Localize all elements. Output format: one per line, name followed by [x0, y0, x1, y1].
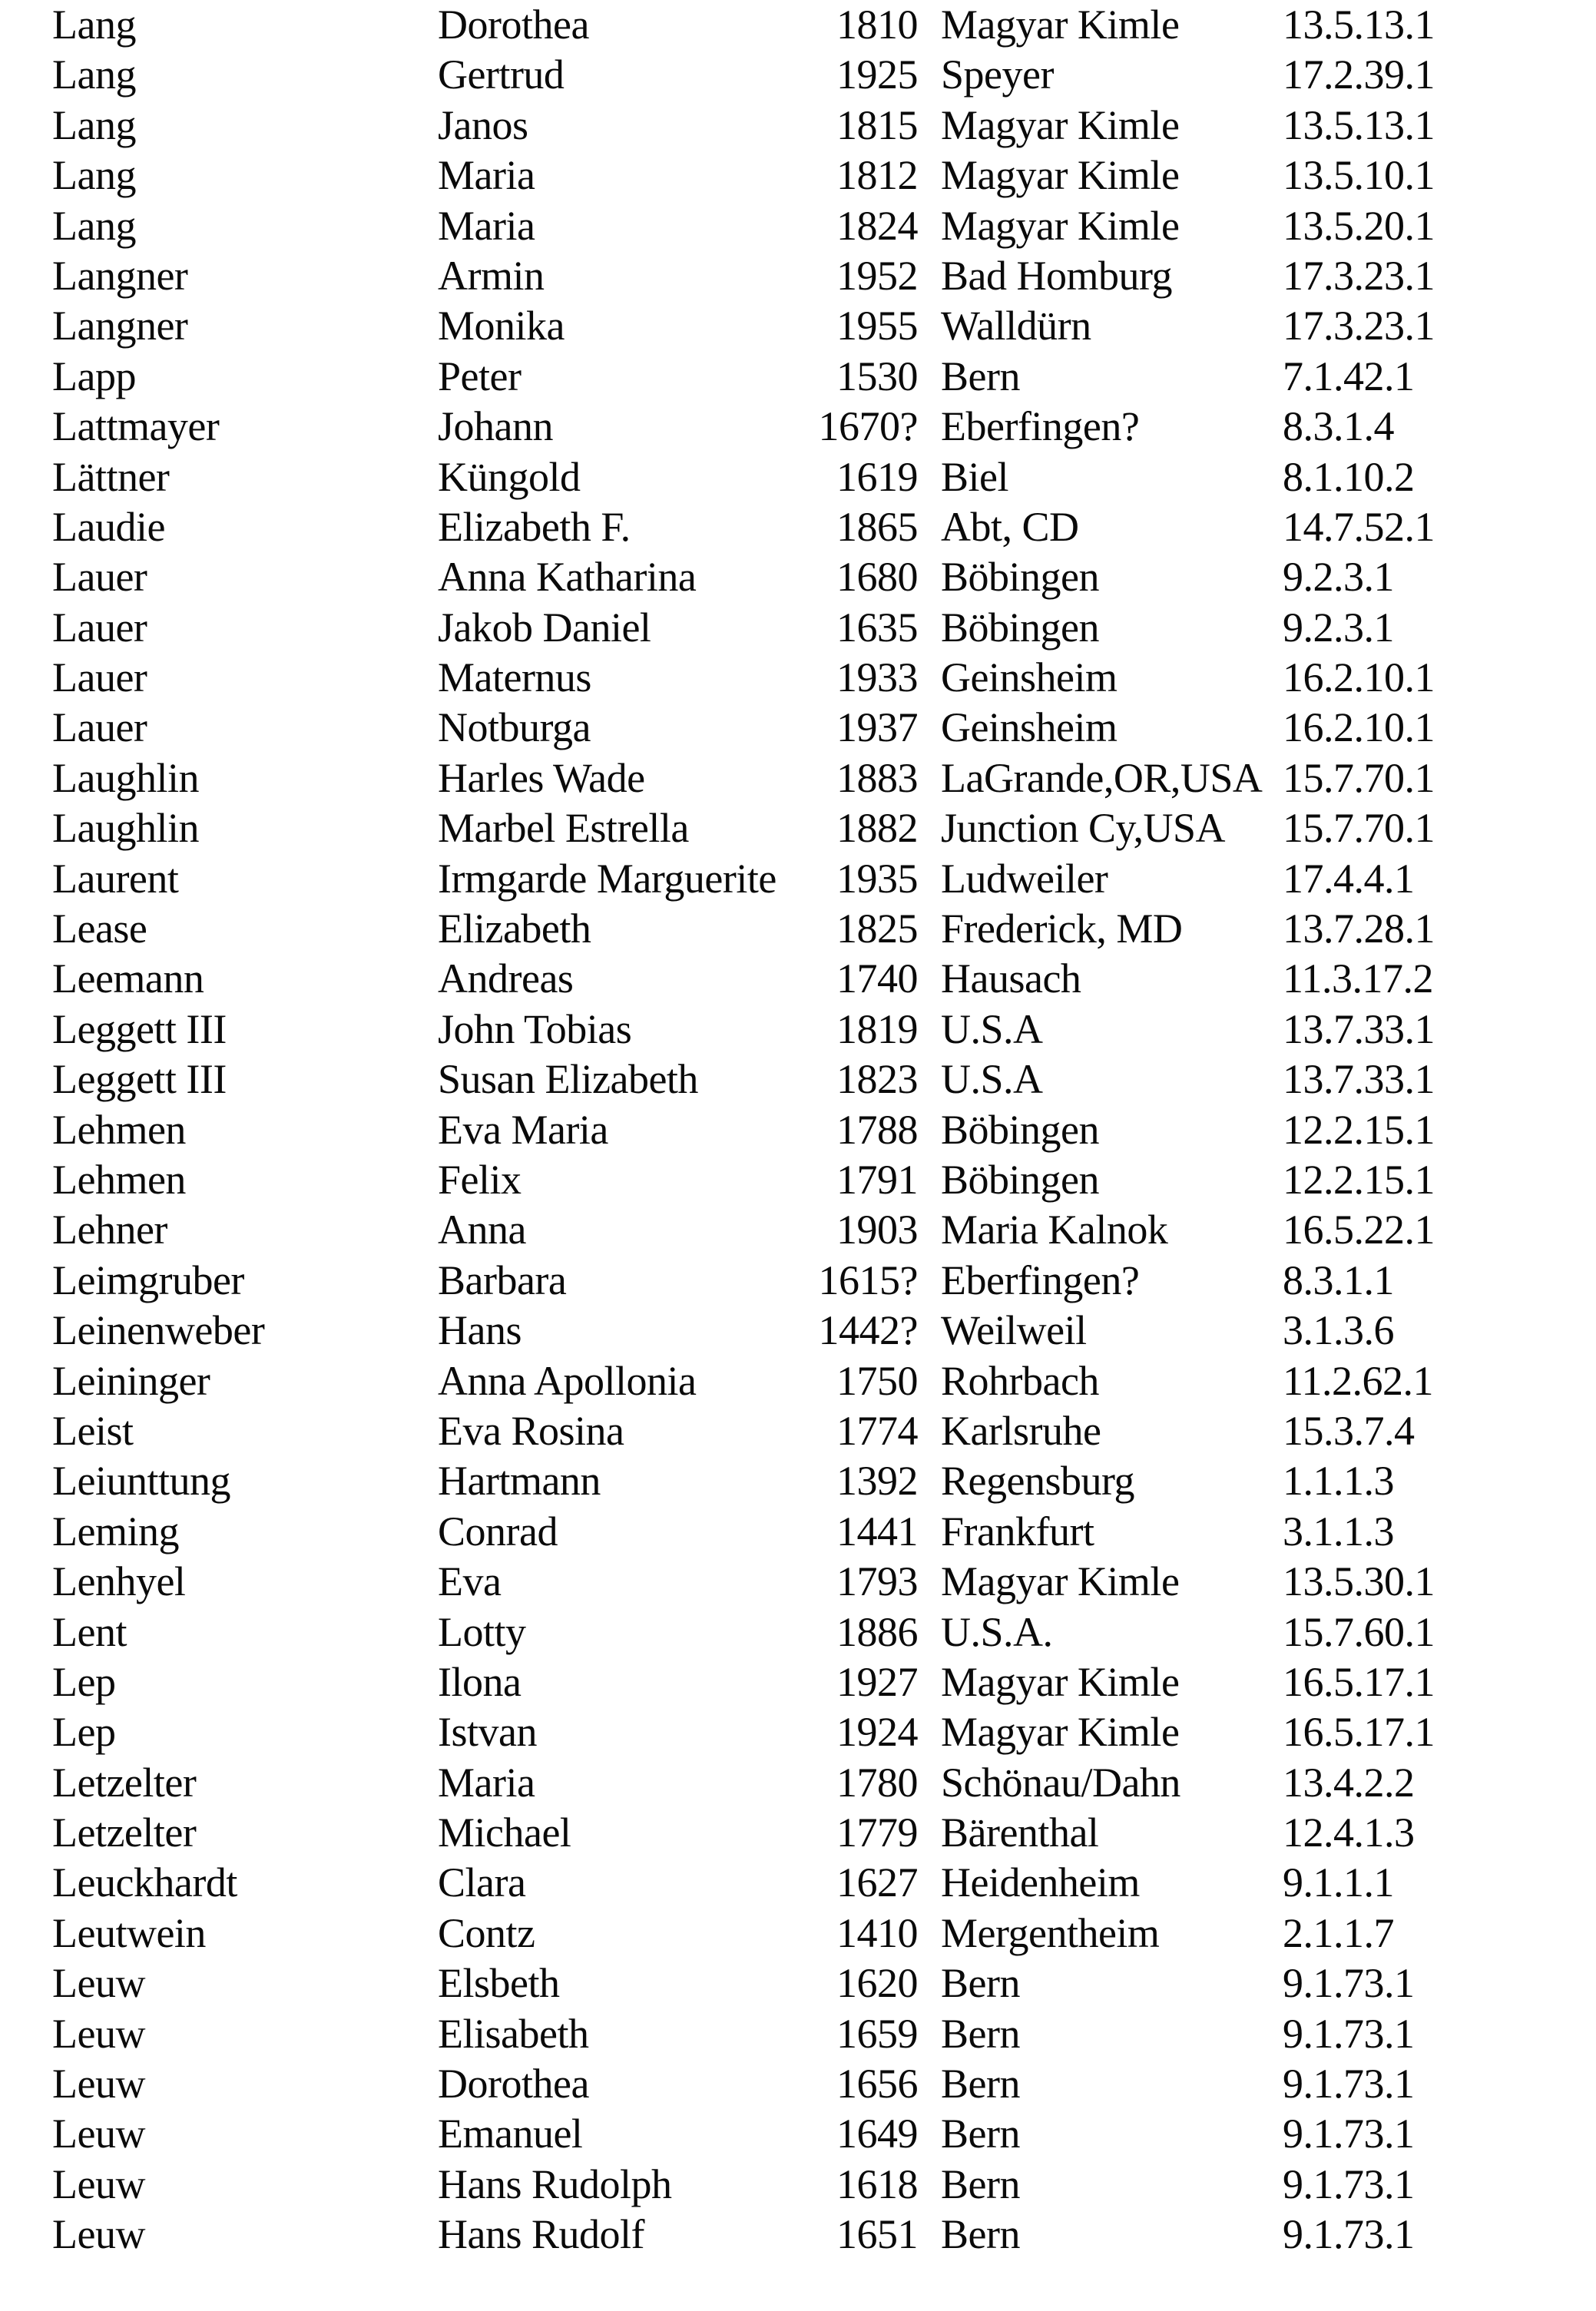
place-cell: Mergentheim — [941, 1909, 1160, 1956]
table-row — [0, 1406, 1596, 1456]
reference-number-cell: 15.3.7.4 — [1283, 1407, 1415, 1454]
surname-cell: Lang — [52, 202, 136, 249]
surname-cell: Lang — [52, 51, 136, 98]
place-cell: Böbingen — [941, 554, 1099, 601]
surname-cell: Lapp — [52, 353, 136, 399]
table-row — [0, 1808, 1596, 1858]
table-row — [0, 2210, 1596, 2260]
reference-number-cell: 16.2.10.1 — [1283, 704, 1435, 751]
table-row — [0, 251, 1596, 301]
given-name-cell: Notburga — [438, 704, 591, 751]
surname-cell: Lent — [52, 1608, 127, 1655]
surname-cell: Leuw — [52, 2061, 145, 2107]
given-name-cell: Armin — [438, 252, 545, 299]
year-cell: 1955 — [836, 303, 918, 349]
surname-cell: Leutwein — [52, 1909, 206, 1956]
year-cell: 1882 — [836, 805, 918, 852]
reference-number-cell: 3.1.3.6 — [1283, 1307, 1394, 1354]
year-cell: 1750 — [836, 1357, 918, 1404]
given-name-cell: Hans Rudolph — [438, 2160, 672, 2207]
reference-number-cell: 8.3.1.4 — [1283, 403, 1394, 450]
surname-cell: Leiunttung — [52, 1458, 230, 1505]
table-row — [0, 603, 1596, 653]
table-row — [0, 301, 1596, 351]
given-name-cell: Dorothea — [438, 2, 589, 48]
given-name-cell: Elizabeth F. — [438, 503, 631, 550]
table-row — [0, 753, 1596, 803]
reference-number-cell: 12.2.15.1 — [1283, 1156, 1435, 1203]
surname-cell: Leggett III — [52, 1005, 227, 1052]
reference-number-cell: 13.5.10.1 — [1283, 152, 1435, 199]
given-name-cell: Maria — [438, 1759, 535, 1806]
year-cell: 1810 — [836, 2, 918, 48]
place-cell: Bad Homburg — [941, 252, 1172, 299]
table-row — [0, 452, 1596, 502]
place-cell: Böbingen — [941, 604, 1099, 651]
surname-cell: Lauer — [52, 654, 147, 701]
reference-number-cell: 9.1.73.1 — [1283, 1960, 1415, 2007]
place-cell: Bern — [941, 2211, 1020, 2258]
reference-number-cell: 13.5.13.1 — [1283, 2, 1435, 48]
place-cell: Weilweil — [941, 1307, 1087, 1354]
reference-number-cell: 12.2.15.1 — [1283, 1106, 1435, 1153]
year-cell: 1410 — [836, 1909, 918, 1956]
surname-cell: Lang — [52, 2, 136, 48]
reference-number-cell: 17.3.23.1 — [1283, 252, 1435, 299]
year-cell: 1780 — [836, 1759, 918, 1806]
table-row — [0, 402, 1596, 452]
table-row — [0, 1055, 1596, 1104]
table-row — [0, 151, 1596, 200]
given-name-cell: Eva Rosina — [438, 1407, 624, 1454]
year-cell: 1392 — [836, 1458, 918, 1505]
surname-cell: Leming — [52, 1508, 179, 1554]
place-cell: U.S.A — [941, 1056, 1043, 1103]
given-name-cell: John Tobias — [438, 1005, 632, 1052]
surname-cell: Leemann — [52, 955, 204, 1002]
given-name-cell: Clara — [438, 1859, 526, 1906]
table-row — [0, 1557, 1596, 1607]
place-cell: Regensburg — [941, 1458, 1134, 1505]
place-cell: Magyar Kimle — [941, 101, 1180, 148]
given-name-cell: Eva Maria — [438, 1106, 608, 1153]
year-cell: 1620 — [836, 1960, 918, 2007]
place-cell: Heidenheim — [941, 1859, 1140, 1906]
year-cell: 1812 — [836, 152, 918, 199]
place-cell: Rohrbach — [941, 1357, 1099, 1404]
place-cell: Ludweiler — [941, 855, 1108, 902]
table-row — [0, 2009, 1596, 2059]
given-name-cell: Emanuel — [438, 2111, 583, 2157]
place-cell: Bärenthal — [941, 1809, 1099, 1856]
year-cell: 1933 — [836, 654, 918, 701]
surname-cell: Leist — [52, 1407, 134, 1454]
given-name-cell: Barbara — [438, 1256, 567, 1303]
table-row — [0, 1005, 1596, 1055]
given-name-cell: Eva — [438, 1558, 502, 1605]
reference-number-cell: 13.7.28.1 — [1283, 906, 1435, 952]
year-cell: 1442? — [818, 1307, 918, 1354]
reference-number-cell: 15.7.70.1 — [1283, 754, 1435, 801]
given-name-cell: Irmgarde Marguerite — [438, 855, 776, 902]
year-cell: 1656 — [836, 2061, 918, 2107]
place-cell: Biel — [941, 453, 1008, 500]
place-cell: Magyar Kimle — [941, 152, 1180, 199]
year-cell: 1779 — [836, 1809, 918, 1856]
table-row — [0, 502, 1596, 552]
place-cell: U.S.A — [941, 1005, 1043, 1052]
year-cell: 1823 — [836, 1056, 918, 1103]
reference-number-cell: 9.1.73.1 — [1283, 2061, 1415, 2107]
given-name-cell: Susan Elizabeth — [438, 1056, 698, 1103]
table-row — [0, 1657, 1596, 1707]
place-cell: Bern — [941, 2010, 1020, 2057]
table-row — [0, 0, 1596, 50]
year-cell: 1819 — [836, 1005, 918, 1052]
place-cell: Junction Cy,USA — [941, 805, 1226, 852]
place-cell: Magyar Kimle — [941, 1658, 1180, 1705]
given-name-cell: Maria — [438, 152, 535, 199]
surname-cell: Lang — [52, 101, 136, 148]
surname-cell: Langner — [52, 252, 188, 299]
reference-number-cell: 17.3.23.1 — [1283, 303, 1435, 349]
surname-cell: Letzelter — [52, 1759, 197, 1806]
given-name-cell: Conrad — [438, 1508, 558, 1554]
table-row — [0, 1758, 1596, 1808]
surname-cell: Lauer — [52, 604, 147, 651]
table-row — [0, 1256, 1596, 1306]
year-cell: 1824 — [836, 202, 918, 249]
surname-cell: Leuw — [52, 2111, 145, 2157]
surname-cell: Leinenweber — [52, 1307, 265, 1354]
surname-cell: Laughlin — [52, 754, 199, 801]
table-row — [0, 904, 1596, 954]
place-cell: Karlsruhe — [941, 1407, 1101, 1454]
given-name-cell: Elsbeth — [438, 1960, 560, 2007]
given-name-cell: Maria — [438, 202, 535, 249]
given-name-cell: Istvan — [438, 1709, 537, 1756]
reference-number-cell: 13.7.33.1 — [1283, 1056, 1435, 1103]
reference-number-cell: 13.7.33.1 — [1283, 1005, 1435, 1052]
place-cell: Frederick, MD — [941, 906, 1183, 952]
surname-cell: Lep — [52, 1709, 116, 1756]
surname-cell: Lauer — [52, 704, 147, 751]
year-cell: 1825 — [836, 906, 918, 952]
reference-number-cell: 7.1.42.1 — [1283, 353, 1415, 399]
surname-cell: Lauer — [52, 554, 147, 601]
table-row — [0, 1707, 1596, 1757]
table-row — [0, 1105, 1596, 1155]
place-cell: Hausach — [941, 955, 1081, 1002]
reference-number-cell: 16.5.17.1 — [1283, 1709, 1435, 1756]
place-cell: Bern — [941, 2061, 1020, 2107]
reference-number-cell: 15.7.60.1 — [1283, 1608, 1435, 1655]
table-row — [0, 552, 1596, 602]
table-row — [0, 1306, 1596, 1356]
reference-number-cell: 11.3.17.2 — [1283, 955, 1433, 1002]
place-cell: Walldürn — [941, 303, 1091, 349]
place-cell: Magyar Kimle — [941, 2, 1180, 48]
given-name-cell: Jakob Daniel — [438, 604, 651, 651]
place-cell: Schönau/Dahn — [941, 1759, 1180, 1806]
place-cell: Geinsheim — [941, 704, 1118, 751]
surname-cell: Lenhyel — [52, 1558, 186, 1605]
given-name-cell: Monika — [438, 303, 565, 349]
year-cell: 1618 — [836, 2160, 918, 2207]
reference-number-cell: 9.1.73.1 — [1283, 2010, 1415, 2057]
given-name-cell: Elizabeth — [438, 906, 591, 952]
surname-cell: Langner — [52, 303, 188, 349]
place-cell: Bern — [941, 353, 1020, 399]
reference-number-cell: 9.1.73.1 — [1283, 2160, 1415, 2207]
place-cell: Bern — [941, 2160, 1020, 2207]
year-cell: 1441 — [836, 1508, 918, 1554]
place-cell: U.S.A. — [941, 1608, 1053, 1655]
place-cell: Speyer — [941, 51, 1054, 98]
reference-number-cell: 12.4.1.3 — [1283, 1809, 1415, 1856]
given-name-cell: Janos — [438, 101, 528, 148]
surname-cell: Leininger — [52, 1357, 210, 1404]
year-cell: 1903 — [836, 1207, 918, 1253]
table-row — [0, 703, 1596, 753]
given-name-cell: Anna Katharina — [438, 554, 697, 601]
surname-cell: Leuw — [52, 1960, 145, 2007]
reference-number-cell: 11.2.62.1 — [1283, 1357, 1433, 1404]
surname-cell: Lease — [52, 906, 147, 952]
year-cell: 1615? — [818, 1256, 918, 1303]
year-cell: 1935 — [836, 855, 918, 902]
reference-number-cell: 17.2.39.1 — [1283, 51, 1435, 98]
reference-number-cell: 13.5.13.1 — [1283, 101, 1435, 148]
table-row — [0, 1858, 1596, 1908]
surname-cell: Lang — [52, 152, 136, 199]
reference-number-cell: 16.2.10.1 — [1283, 654, 1435, 701]
surname-cell: Leggett III — [52, 1056, 227, 1103]
surname-cell: Leuw — [52, 2211, 145, 2258]
reference-number-cell: 16.5.17.1 — [1283, 1658, 1435, 1705]
given-name-cell: Hartmann — [438, 1458, 601, 1505]
year-cell: 1925 — [836, 51, 918, 98]
place-cell: Bern — [941, 1960, 1020, 2007]
place-cell: Böbingen — [941, 1106, 1099, 1153]
surname-cell: Lehmen — [52, 1156, 186, 1203]
year-cell: 1774 — [836, 1407, 918, 1454]
year-cell: 1793 — [836, 1558, 918, 1605]
year-cell: 1651 — [836, 2211, 918, 2258]
year-cell: 1740 — [836, 955, 918, 1002]
year-cell: 1865 — [836, 503, 918, 550]
year-cell: 1952 — [836, 252, 918, 299]
reference-number-cell: 14.7.52.1 — [1283, 503, 1435, 550]
table-row — [0, 1958, 1596, 2008]
reference-number-cell: 8.1.10.2 — [1283, 453, 1415, 500]
place-cell: Eberfingen? — [941, 1256, 1140, 1303]
year-cell: 1659 — [836, 2010, 918, 2057]
year-cell: 1530 — [836, 353, 918, 399]
surname-cell: Leuckhardt — [52, 1859, 237, 1906]
given-name-cell: Anna Apollonia — [438, 1357, 697, 1404]
table-row — [0, 1507, 1596, 1557]
surname-cell: Laurent — [52, 855, 179, 902]
surname-cell: Leuw — [52, 2010, 145, 2057]
year-cell: 1680 — [836, 554, 918, 601]
place-cell: Magyar Kimle — [941, 1558, 1180, 1605]
year-cell: 1815 — [836, 101, 918, 148]
given-name-cell: Dorothea — [438, 2061, 589, 2107]
year-cell: 1886 — [836, 1608, 918, 1655]
given-name-cell: Lotty — [438, 1608, 526, 1655]
given-name-cell: Ilona — [438, 1658, 522, 1705]
table-row — [0, 954, 1596, 1004]
surname-cell: Lättner — [52, 453, 170, 500]
year-cell: 1649 — [836, 2111, 918, 2157]
year-cell: 1791 — [836, 1156, 918, 1203]
place-cell: Geinsheim — [941, 654, 1118, 701]
year-cell: 1927 — [836, 1658, 918, 1705]
given-name-cell: Hans — [438, 1307, 522, 1354]
place-cell: Böbingen — [941, 1156, 1099, 1203]
table-row — [0, 803, 1596, 853]
surname-cell: Lehner — [52, 1207, 167, 1253]
reference-number-cell: 2.1.1.7 — [1283, 1909, 1394, 1956]
given-name-cell: Johann — [438, 403, 553, 450]
year-cell: 1619 — [836, 453, 918, 500]
surname-cell: Leimgruber — [52, 1256, 244, 1303]
place-cell: Abt, CD — [941, 503, 1079, 550]
given-name-cell: Felix — [438, 1156, 522, 1203]
given-name-cell: Gertrud — [438, 51, 565, 98]
place-cell: Frankfurt — [941, 1508, 1094, 1554]
reference-number-cell: 8.3.1.1 — [1283, 1256, 1394, 1303]
table-row — [0, 1356, 1596, 1406]
place-cell: Magyar Kimle — [941, 1709, 1180, 1756]
given-name-cell: Marbel Estrella — [438, 805, 689, 852]
reference-number-cell: 1.1.1.3 — [1283, 1458, 1394, 1505]
reference-number-cell: 13.5.30.1 — [1283, 1558, 1435, 1605]
year-cell: 1937 — [836, 704, 918, 751]
year-cell: 1670? — [818, 403, 918, 450]
place-cell: LaGrande,OR,USA — [941, 754, 1263, 801]
table-row — [0, 1456, 1596, 1506]
given-name-cell: Peter — [438, 353, 522, 399]
place-cell: Maria Kalnok — [941, 1207, 1168, 1253]
reference-number-cell: 9.2.3.1 — [1283, 604, 1394, 651]
surname-cell: Lattmayer — [52, 403, 220, 450]
given-name-cell: Maternus — [438, 654, 591, 701]
surname-cell: Leuw — [52, 2160, 145, 2207]
surname-cell: Laughlin — [52, 805, 199, 852]
year-cell: 1788 — [836, 1106, 918, 1153]
year-cell: 1627 — [836, 1859, 918, 1906]
reference-number-cell: 9.1.73.1 — [1283, 2111, 1415, 2157]
reference-number-cell: 15.7.70.1 — [1283, 805, 1435, 852]
table-row — [0, 101, 1596, 151]
given-name-cell: Elisabeth — [438, 2010, 589, 2057]
year-cell: 1924 — [836, 1709, 918, 1756]
surname-cell: Lep — [52, 1658, 116, 1705]
surname-cell: Lehmen — [52, 1106, 186, 1153]
table-row — [0, 2160, 1596, 2210]
table-row — [0, 854, 1596, 904]
reference-number-cell: 9.1.1.1 — [1283, 1859, 1394, 1906]
reference-number-cell: 17.4.4.1 — [1283, 855, 1415, 902]
year-cell: 1883 — [836, 754, 918, 801]
reference-number-cell: 3.1.1.3 — [1283, 1508, 1394, 1554]
reference-number-cell: 9.2.3.1 — [1283, 554, 1394, 601]
table-row — [0, 2109, 1596, 2159]
given-name-cell: Küngold — [438, 453, 581, 500]
given-name-cell: Hans Rudolf — [438, 2211, 644, 2258]
given-name-cell: Andreas — [438, 955, 574, 1002]
given-name-cell: Contz — [438, 1909, 535, 1956]
reference-number-cell: 13.5.20.1 — [1283, 202, 1435, 249]
place-cell: Magyar Kimle — [941, 202, 1180, 249]
table-row — [0, 1607, 1596, 1657]
surname-cell: Laudie — [52, 503, 165, 550]
year-cell: 1635 — [836, 604, 918, 651]
table-row — [0, 1155, 1596, 1205]
table-row — [0, 50, 1596, 100]
table-row — [0, 1909, 1596, 1958]
table-row — [0, 653, 1596, 703]
table-row — [0, 201, 1596, 251]
reference-number-cell: 13.4.2.2 — [1283, 1759, 1415, 1806]
table-row — [0, 1205, 1596, 1255]
place-cell: Bern — [941, 2111, 1020, 2157]
given-name-cell: Anna — [438, 1207, 526, 1253]
table-row — [0, 2059, 1596, 2109]
reference-number-cell: 9.1.73.1 — [1283, 2211, 1415, 2258]
place-cell: Eberfingen? — [941, 403, 1140, 450]
surname-cell: Letzelter — [52, 1809, 197, 1856]
table-row — [0, 352, 1596, 402]
given-name-cell: Harles Wade — [438, 754, 645, 801]
reference-number-cell: 16.5.22.1 — [1283, 1207, 1435, 1253]
given-name-cell: Michael — [438, 1809, 571, 1856]
